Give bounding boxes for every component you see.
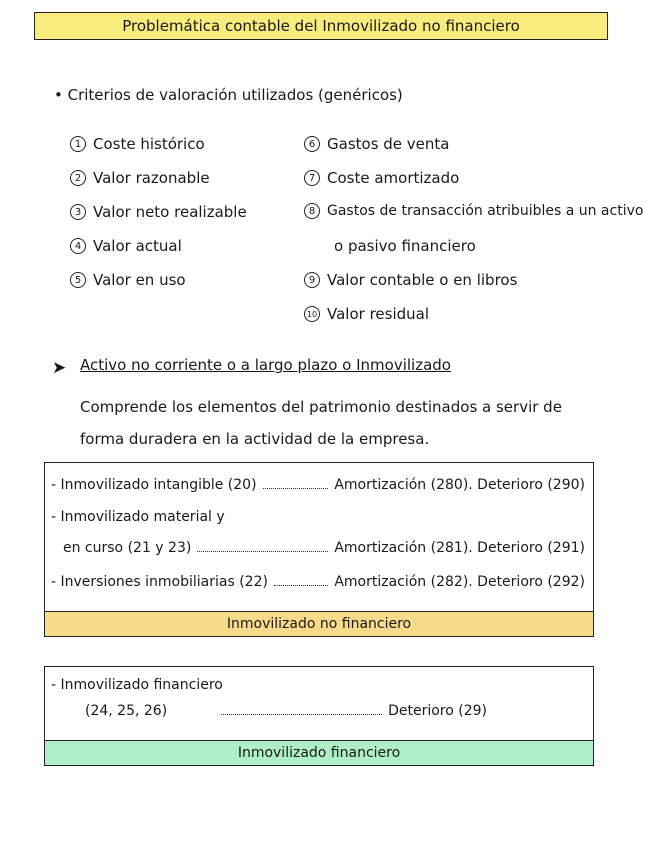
dotted-leader xyxy=(197,551,328,552)
criterion-10 xyxy=(304,305,429,323)
criterion-label: Valor en uso xyxy=(93,271,186,289)
criterion-5 xyxy=(70,271,186,289)
criterion-1 xyxy=(70,135,205,153)
criterion-6 xyxy=(304,135,449,153)
criterion-label: Valor razonable xyxy=(93,169,210,187)
number-circle-icon: 1 xyxy=(70,136,86,152)
number-circle-icon: 4 xyxy=(70,238,86,254)
criterion-label: Coste amortizado xyxy=(327,169,460,187)
row-right-text: Amortización (281). Deterioro (291) xyxy=(334,540,585,556)
dotted-leader xyxy=(221,714,382,715)
intangible-row xyxy=(51,477,585,493)
criterion-7 xyxy=(304,169,459,187)
criterion-label: Gastos de venta xyxy=(327,135,450,153)
page-title-text: Problemática contable del Inmovilizado no financiero xyxy=(122,17,520,35)
criterion-3 xyxy=(70,203,247,221)
row-left-text: - Inversiones inmobiliarias (22) xyxy=(51,574,268,590)
financial-footer: Inmovilizado financiero xyxy=(45,740,593,765)
section-description: Comprende los elementos del patrimonio destinados a servir de forma duradera en la actividad de la empresa. xyxy=(80,398,562,448)
row-left-text: - Inmovilizado intangible (20) xyxy=(51,477,257,493)
row-left-text: - Inmovilizado financiero xyxy=(51,677,223,693)
criteria-heading: • Criterios de valoración utilizados (genéricos) xyxy=(54,86,403,104)
row-left-text: en curso (21 y 23) xyxy=(63,540,192,556)
number-circle-icon: 2 xyxy=(70,170,86,186)
criterion-2 xyxy=(70,169,210,187)
criterion-8-continuation: o pasivo financiero xyxy=(334,237,476,255)
number-circle-icon: 9 xyxy=(304,272,320,288)
criterion-9 xyxy=(304,271,517,289)
dotted-leader xyxy=(263,488,329,489)
investments-row xyxy=(51,574,585,590)
material-row-line1 xyxy=(51,509,585,525)
criterion-label: Gastos de transacción atribuibles a un activo xyxy=(327,203,644,219)
non-financial-footer: Inmovilizado no financiero xyxy=(45,611,593,636)
criterion-label: Valor residual xyxy=(327,305,430,323)
arrow-icon: ➤ xyxy=(52,358,67,378)
criterion-8 xyxy=(304,203,643,219)
number-circle-icon: 8 xyxy=(304,203,320,219)
number-circle-icon: 10 xyxy=(304,306,320,322)
criterion-label: Valor contable o en libros xyxy=(327,271,518,289)
page-title xyxy=(34,12,608,40)
row-left-text: - Inmovilizado material y xyxy=(51,509,225,525)
number-circle-icon: 7 xyxy=(304,170,320,186)
criterion-label: Valor neto realizable xyxy=(93,203,247,221)
row-left-text: (24, 25, 26) xyxy=(85,703,168,719)
row-right-text: Deterioro (29) xyxy=(388,703,487,719)
section-heading: Activo no corriente o a largo plazo o Inmovilizado xyxy=(80,356,451,374)
number-circle-icon: 3 xyxy=(70,204,86,220)
financial-row xyxy=(85,703,585,719)
criterion-4 xyxy=(70,237,182,255)
financial-row-line1 xyxy=(51,677,585,693)
number-circle-icon: 6 xyxy=(304,136,320,152)
material-row xyxy=(63,540,585,556)
row-right-text: Amortización (280). Deterioro (290) xyxy=(334,477,585,493)
criterion-label: Coste histórico xyxy=(93,135,205,153)
financial-box xyxy=(44,666,594,766)
non-financial-box xyxy=(44,462,594,637)
dotted-leader xyxy=(274,585,328,586)
row-right-text: Amortización (282). Deterioro (292) xyxy=(334,574,585,590)
criterion-label: Valor actual xyxy=(93,237,182,255)
number-circle-icon: 5 xyxy=(70,272,86,288)
